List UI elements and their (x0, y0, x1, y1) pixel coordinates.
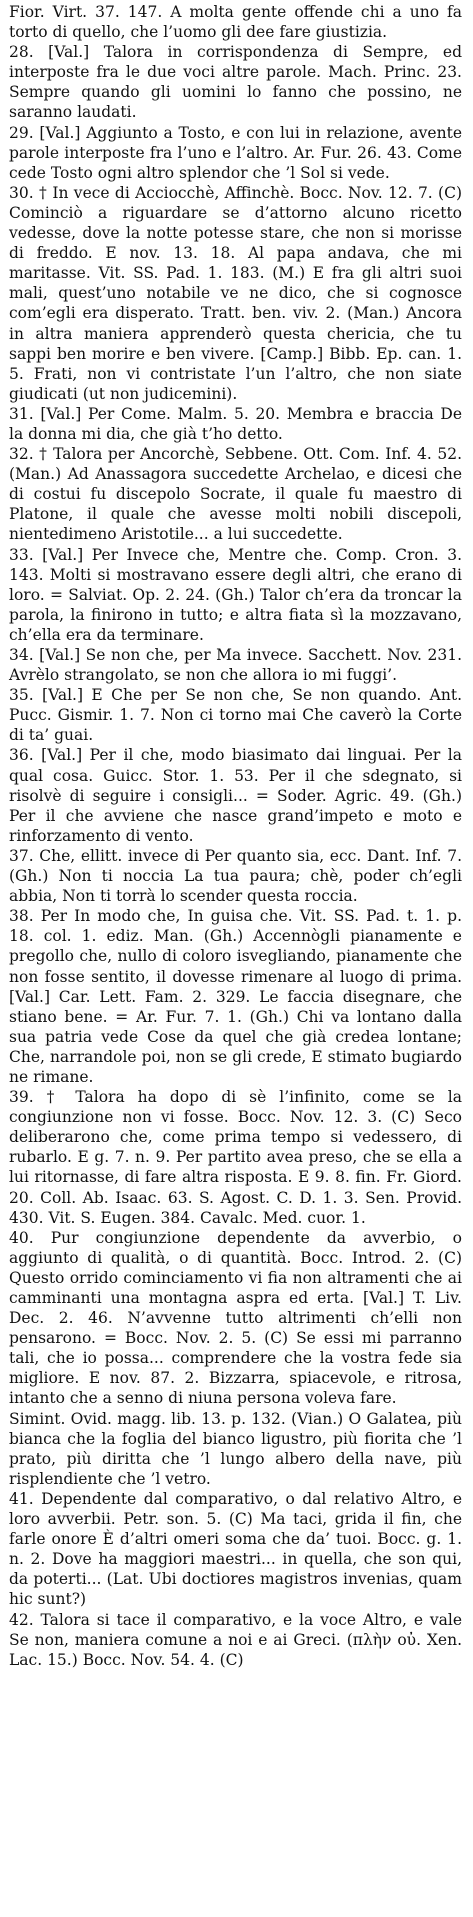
entry-paragraph: 41. Dependente dal comparativo, o dal relativo Altro, e loro avverbii. Petr. son. 5. (C) Ma taci, grida il fin, che farle onore È d’altri omeri soma che da’ tuoi. Bocc. g. 1. n. 2. Dove ha maggiori maestri... in quella, che son qui, da poterti... (Lat. Ubi doctiores magistros invenias, quam hic sunt?) (9, 1489, 462, 1609)
entry-paragraph: 31. [Val.] Per Come. Malm. 5. 20. Membra e braccia De la donna mi dia, che già t’ho detto. (9, 404, 462, 443)
entry-paragraph: Fior. Virt. 37. 147. A molta gente offende chi a uno fa torto di quello, che l’uomo gli dee fare giustizia. (9, 3, 462, 42)
entry-paragraph: 38. Per In modo che, In guisa che. Vit. SS. Pad. t. 1. p. 18. col. 1. ediz. Man. (Gh.) Accennògli pianamente e pregollo che, nullo di coloro isvegliando, pianamente che non fosse sentito, il dovesse rimenare al luogo di prima. [Val.] Car. Lett. Fam. 2. 329. Le faccia disegnare, che stiano bene. = Ar. Fur. 7. 1. (Gh.) Chi va lontano dalla sua patria vede Cose da quel che già credea lontane; Che, narrandole poi, non se gli crede, E stimato bugiardo ne rimane. (9, 907, 462, 1086)
entry-paragraph: 32. † Talora per Ancorchè, Sebbene. Ott. Com. Inf. 4. 52. (Man.) Ad Anassagora succedette Archelao, e dicesi che di costui fu discepolo Socrate, il quale fu maestro di Platone, il quale che avesse molti nobili discepoli, nientedimeno Aristotile... a lui succedette. (9, 445, 462, 544)
entry-paragraph: 34. [Val.] Se non che, per Ma invece. Sacchett. Nov. 231. Avrèlo strangolato, se non che allora io mi fuggi’. (9, 646, 462, 685)
entry-paragraph: 35. [Val.] E Che per Se non che, Se non quando. Ant. Pucc. Gismir. 1. 7. Non ci torno mai Che caverò la Corte di ta’ guai. (9, 686, 462, 745)
entry-paragraph: 39. † Talora ha dopo di sè l’infinito, come se la congiunzione non vi fosse. Bocc. Nov. 12. 3. (C) Seco deliberarono che, come prima tempo si vedessero, di rubarlo. E g. 7. n. 9. Per partito avea preso, che se ella a lui ritornasse, di fare altra risposta. E 9. 8. fin. Fr. Giord. 20. Coll. Ab. Isaac. 63. S. Agost. C. D. 1. 3. Sen. Provid. 430. Vit. S. Eugen. 384. Cavalc. Med. cuor. 1. (9, 1088, 462, 1227)
entry-paragraph: 33. [Val.] Per Invece che, Mentre che. Comp. Cron. 3. 143. Molti si mostravano essere degli altri, che erano di loro. = Salviat. Op. 2. 24. (Gh.) Talor ch’era da troncar la parola, la finirono in tutto; e altra fiata sì la mozzavano, ch’ella era da terminare. (9, 545, 462, 644)
entry-paragraph: 37. Che, ellitt. invece di Per quanto sia, ecc. Dant. Inf. 7. (Gh.) Non ti noccia La tua paura; chè, poder ch’egli abbia, Non ti torrà lo scender questa roccia. (9, 846, 462, 906)
entry-paragraph: 28. [Val.] Talora in corrispondenza di Sempre, ed interposte fra le due voci altre parole. Mach. Princ. 23. Sempre quando gli uomini lo fanno che possino, ne saranno laudati. (9, 43, 462, 122)
entry-paragraph: Simint. Ovid. magg. lib. 13. p. 132. (Vian.) O Galatea, più bianca che la foglia del bianco ligustro, più fiorita che ’l prato, più diritta che ’l lungo albero della nave, più risplendiente che ’l vetro. (9, 1409, 462, 1488)
entry-paragraph: 36. [Val.] Per il che, modo biasimato dai linguai. Per la qual cosa. Guicc. Stor. 1. 53. Per il che sdegnato, si risolvè di seguire i consigli... = Soder. Agric. 49. (Gh.) Per il che avviene che nasce grand’impeto e moto e rinforzamento di vento. (9, 746, 462, 845)
entry-paragraph: 42. Talora si tace il comparativo, e la voce Altro, e vale Se non, maniera comune a noi e ai Greci. (πλὴν οὐ. Xen. Lac. 15.) Bocc. Nov. 54. 4. (C) (9, 1610, 462, 1669)
entry-paragraph: 29. [Val.] Aggiunto a Tosto, e con lui in relazione, avente parole interposte fra l’uno e l’altro. Ar. Fur. 26. 43. Come cede Tosto ogni altro splendor che ’l Sol si vede. (9, 123, 462, 182)
entry-paragraph: 30. † In vece di Acciocchè, Affinchè. Bocc. Nov. 12. 7. (C) Cominciò a riguardare se d’attorno alcuno ricetto vedesse, dove la notte potesse stare, che non si morisse di freddo. E nov. 13. 18. Al papa andava, che mi maritasse. Vit. SS. Pad. 1. 183. (M.) E fra gli altri suoi mali, quest’uno notabile ve ne dico, che si cognosce com’egli era disperato. Tratt. ben. viv. 2. (Man.) Ancora in altra maniera apprenderò questa chericia, che tu sappi ben morire e ben vivere. [Camp.] Bibb. Ep. can. 1. 5. Frati, non vi contristate l’un l’altro, che non siate giudicati (ut non judicemini). (9, 183, 462, 403)
entry-paragraph: 40. Pur congiunzione dependente da avverbio, o aggiunto di qualità, o di quantità. Bocc. Introd. 2. (C) Questo orrido cominciamento vi fia non altramenti che ai camminanti una montagna aspra ed erta. [Val.] T. Liv. Dec. 2. 46. N’avvenne tutto altrimenti ch’elli non pensarono. = Bocc. Nov. 2. 5. (C) Se essi mi parranno tali, che io possa... comprendere che la vostra fede sia migliore. E nov. 87. 2. Bizzarra, spiacevole, e ritrosa, intanto che a senno di niuna persona voleva fare. (9, 1228, 462, 1408)
